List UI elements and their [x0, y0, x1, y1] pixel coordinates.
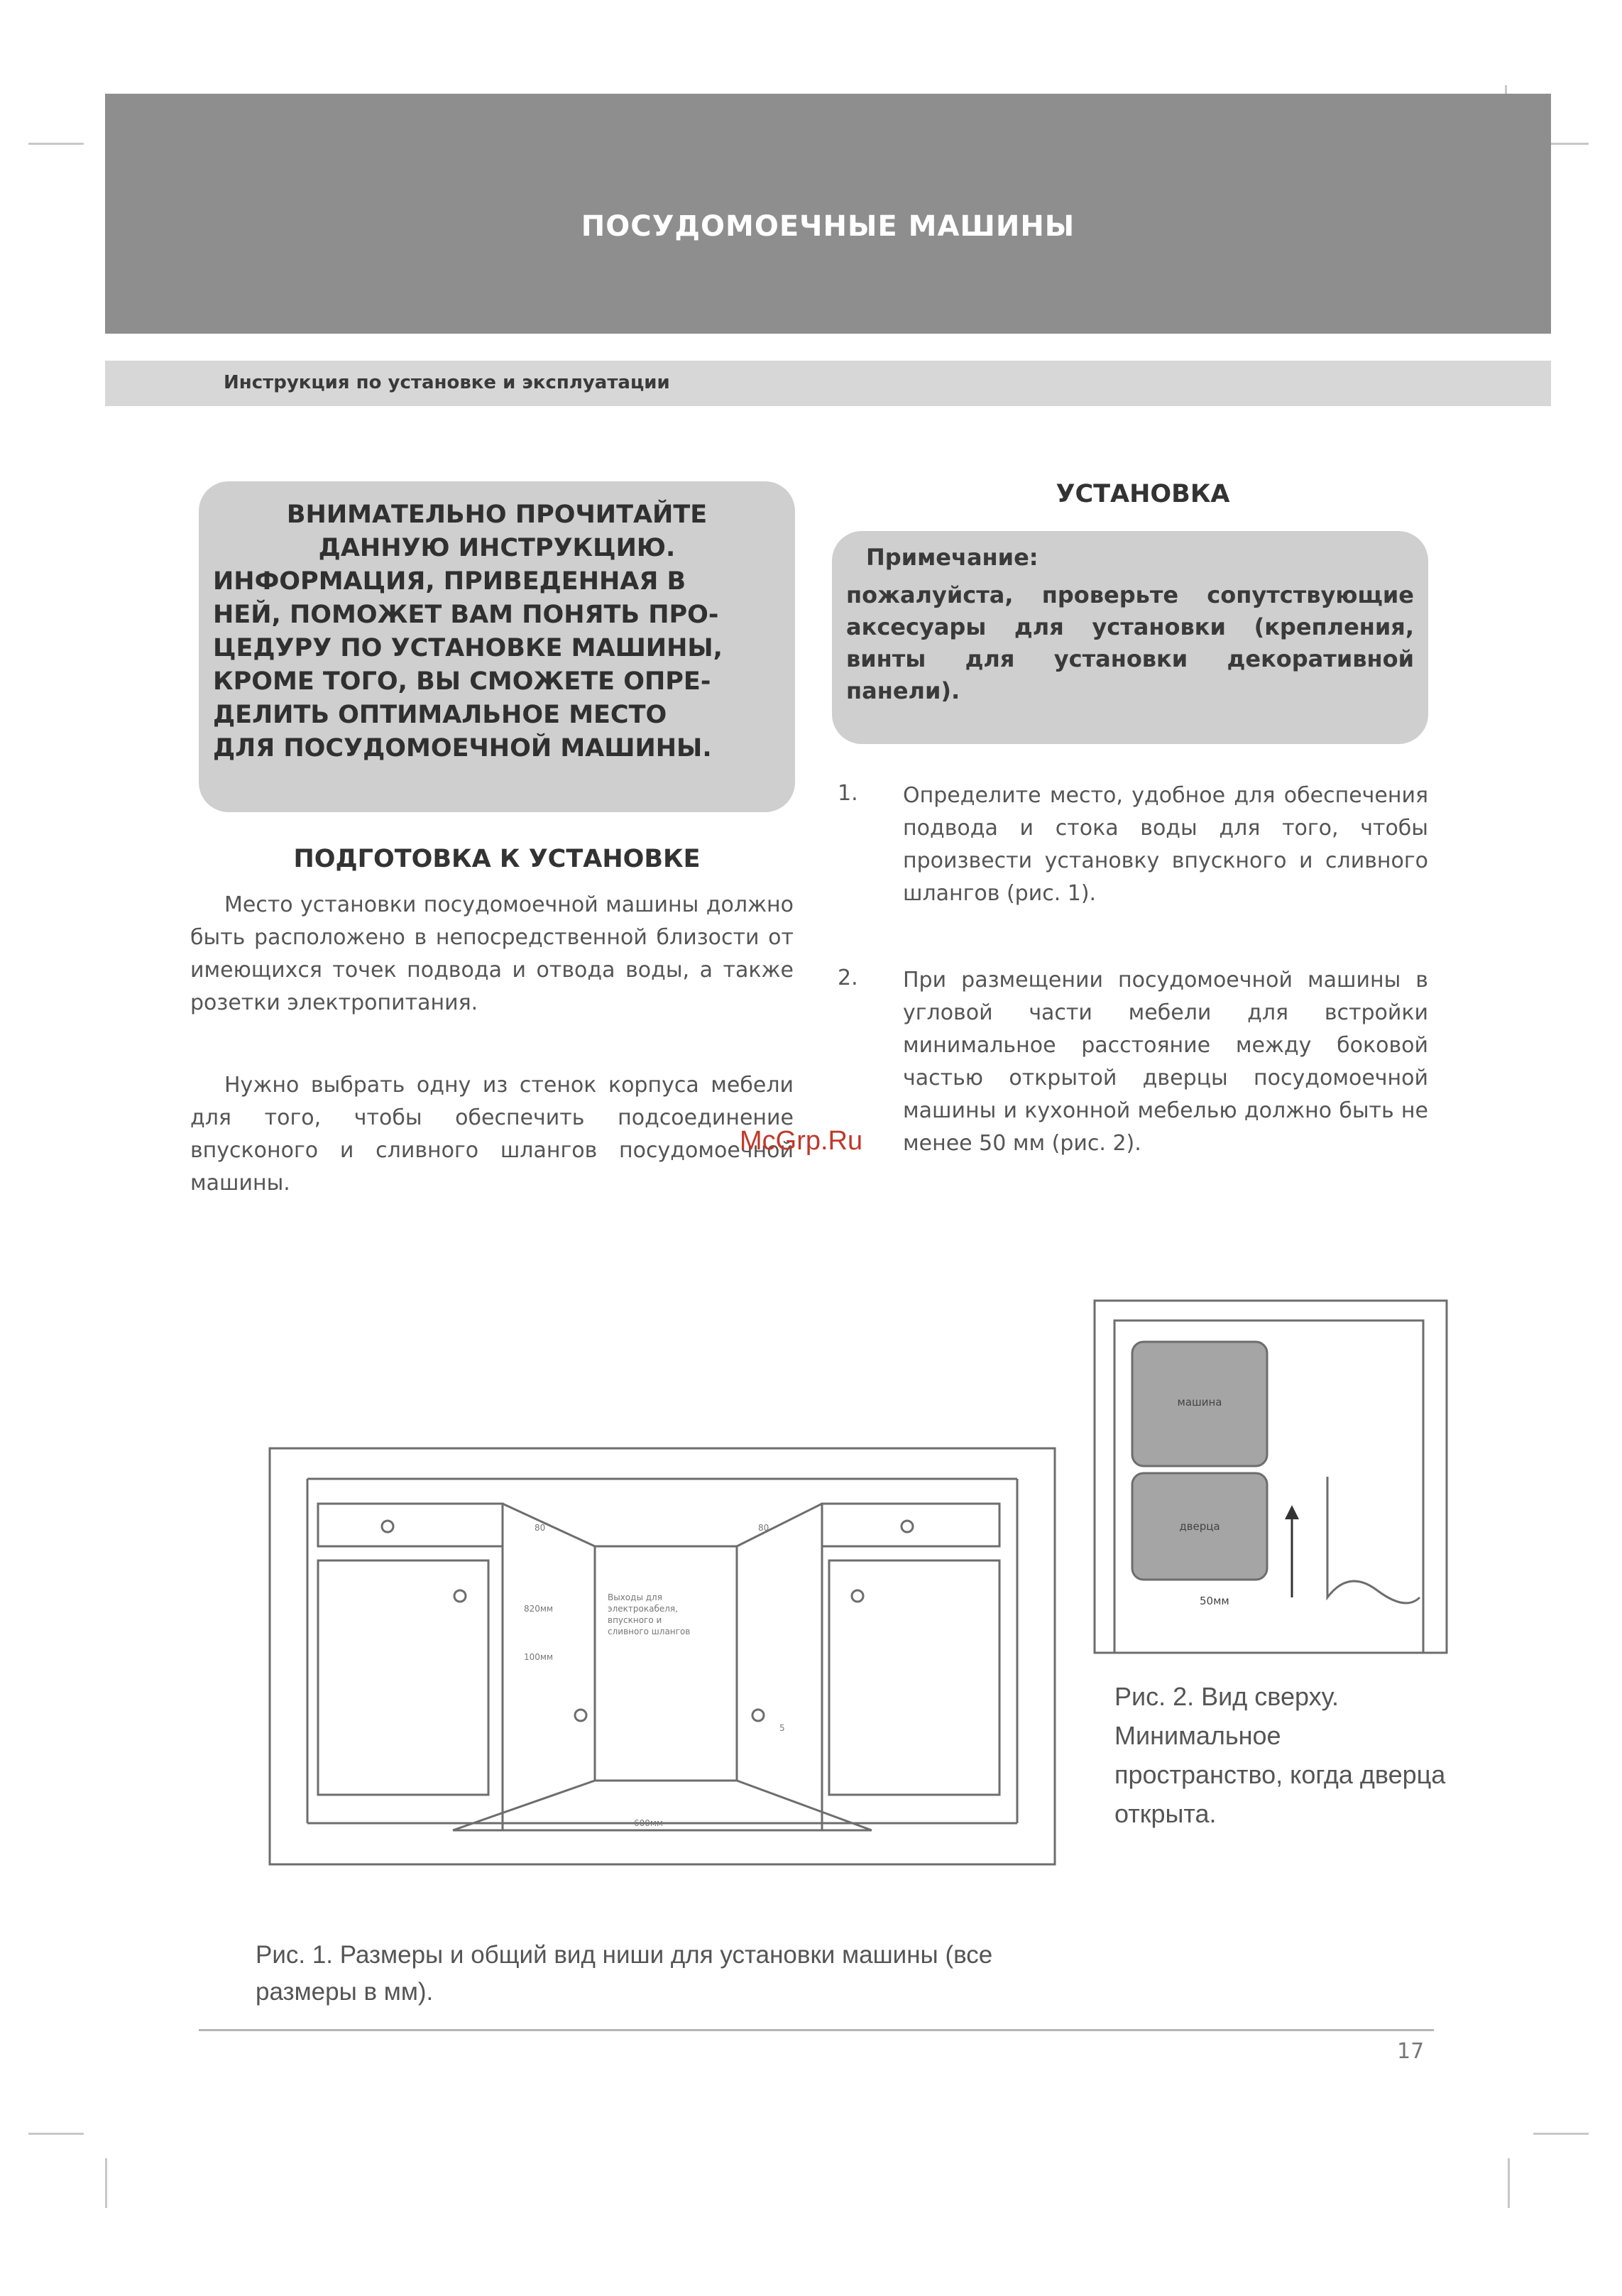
dimension-label: 5	[779, 1723, 785, 1733]
outlet-label: электрокабеля,	[608, 1604, 678, 1614]
preparation-paragraph: Нужно выбрать одну из стенок корпуса мебели для того, чтобы обеспечить подсоединение впусконого и сливного шлангов посудомоечной машины.	[190, 1073, 794, 1196]
frame	[270, 1448, 1055, 1864]
footer-rule	[199, 2029, 1434, 2031]
note-text: пожалуйста, проверьте сопутствующие аксесуары для установки (крепления, винты для установки декоративной панели).	[846, 581, 1414, 704]
installation-heading: УСТАНОВКА	[1056, 480, 1230, 508]
outlet-label: впускного и	[608, 1615, 662, 1625]
handle	[852, 1590, 863, 1602]
warning-line: НЕЙ, ПОМОЖЕТ ВАМ ПОНЯТЬ ПРО-	[213, 601, 719, 629]
figure2-caption: Рис. 2. Вид сверху. Минимальное пространство, когда дверца открыта.	[1114, 1682, 1446, 1828]
niche-diagram	[268, 1447, 1056, 1866]
dimension-label: 600мм	[634, 1818, 664, 1828]
handle	[902, 1521, 913, 1532]
warning-line: КРОМЕ ТОГО, ВЫ СМОЖЕТЕ ОПРЕ-	[213, 667, 711, 696]
niche-back	[595, 1546, 737, 1781]
arrow-head-icon	[1285, 1505, 1299, 1519]
outlet-label: сливного шлангов	[608, 1627, 691, 1636]
list-number: 1.	[838, 781, 858, 806]
perspective-line	[503, 1504, 595, 1546]
warning-line: ДЛЯ ПОСУДОМОЕЧНОЙ МАШИНЫ.	[213, 734, 712, 762]
watermark: McGrp.Ru	[740, 1126, 863, 1156]
warning-line: ИНФОРМАЦИЯ, ПРИВЕДЕННАЯ В	[213, 567, 686, 596]
dimension-label: 820мм	[524, 1604, 554, 1614]
figure1-caption: Рис. 1. Размеры и общий вид ниши для установки машины (все размеры в мм).	[256, 1941, 993, 2006]
door-label: дверца	[1179, 1520, 1220, 1533]
page-number: 17	[1397, 2039, 1425, 2064]
outlet-hole	[575, 1710, 586, 1721]
dimension-label: 80	[758, 1523, 769, 1533]
open-door-path	[1327, 1477, 1420, 1603]
preparation-paragraph: Место установки посудомоечной машины должно быть расположено в непосредственной близости от имеющихся точек подвода и отвода воды, а также розетки электропитания.	[190, 892, 794, 1015]
list-item: Определите место, удобное для обеспечения подвода и стока воды для того, чтобы произвести установку впускного и сливного шлангов (рис. 1).	[903, 783, 1428, 906]
crop-mark	[28, 2133, 84, 2135]
crop-mark	[1533, 2133, 1589, 2135]
dimension-label: 100мм	[524, 1652, 554, 1662]
top-view-diagram	[1093, 1299, 1448, 1654]
warning-line: ДЕЛИТЬ ОПТИМАЛЬНОЕ МЕСТО	[213, 701, 667, 729]
note-label: Примечание:	[866, 544, 1039, 571]
list-number: 2.	[838, 966, 858, 990]
page-subtitle: Инструкция по установке и эксплуатации	[224, 372, 670, 393]
outlet-label: Выходы для	[608, 1592, 662, 1602]
outlet-hole	[752, 1710, 764, 1721]
machine-label: машина	[1177, 1396, 1222, 1409]
handle	[454, 1590, 466, 1602]
warning-line: ЦЕДУРУ ПО УСТАНОВКЕ МАШИНЫ,	[213, 634, 723, 662]
crop-mark	[105, 2158, 107, 2208]
warning-line: ВНИМАТЕЛЬНО ПРОЧИТАЙТЕ	[286, 501, 708, 529]
handle	[382, 1521, 393, 1532]
drawer-left	[318, 1504, 503, 1546]
dimension-label: 80	[535, 1523, 546, 1533]
preparation-heading: ПОДГОТОВКА К УСТАНОВКЕ	[293, 845, 701, 873]
crop-mark	[28, 143, 84, 145]
gap-label: 50мм	[1200, 1595, 1229, 1607]
list-item: При размещении посудомоечной машины в угловой части мебели для встройки минимальное расстояние между боковой частью открытой дверцы посудомоечной машины и кухонной мебелью должно быть не менее 50 мм (рис. 2).	[903, 968, 1428, 1156]
warning-text	[213, 498, 781, 765]
perspective-line	[737, 1504, 822, 1546]
page-title: ПОСУДОМОЕЧНЫЕ МАШИНЫ	[581, 210, 1075, 243]
crop-mark	[1508, 2158, 1510, 2208]
warning-line: ДАННУЮ ИНСТРУКЦИЮ.	[318, 534, 676, 562]
